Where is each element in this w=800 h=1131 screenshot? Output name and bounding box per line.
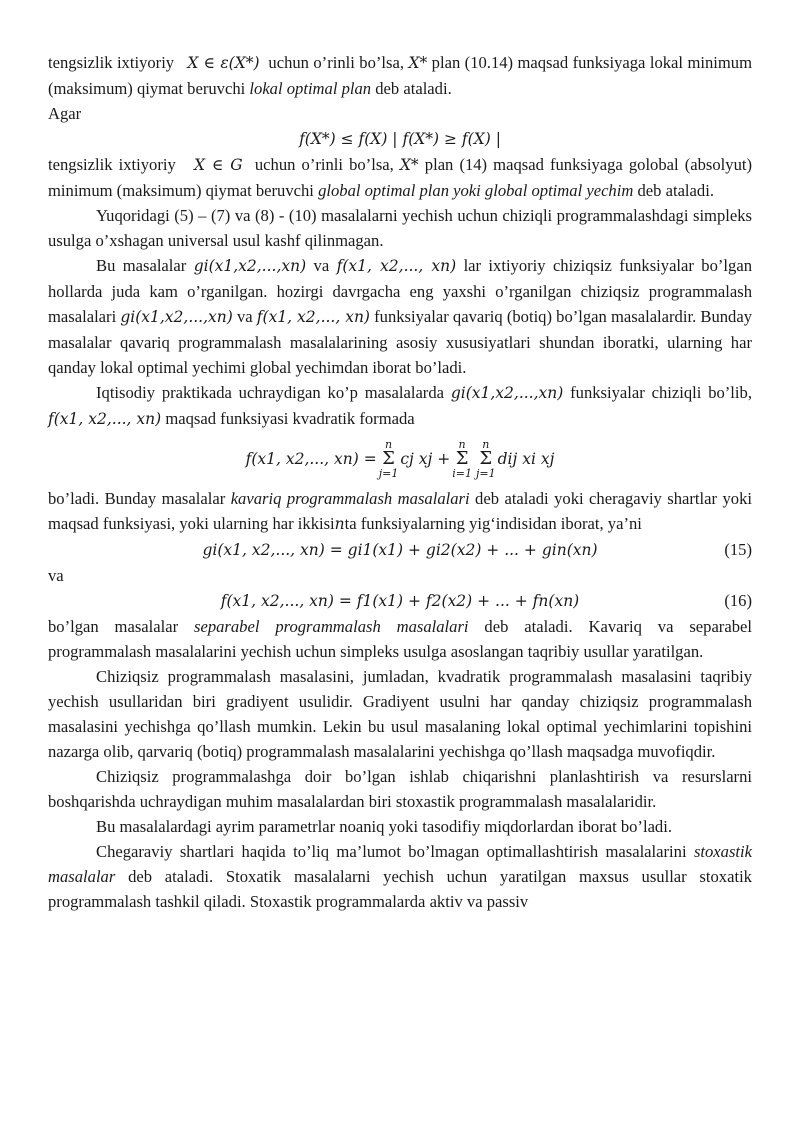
formula-15: gi(x1, x2,..., xn) = gi1(x1) + gi2(x2) + ... + gin(xn) (15) [48,537,752,563]
paragraph-global-optimal: tengsizlik ixtiyoriy X ∈ G uchun o’rinli bo’lsa, X* plan (14) maqsad funksiyaga golobal (absolyut) minimum (maksimum) qiymat beruvchi global optimal plan yoki global optimal yechim deb ataladi. [48,155,753,200]
math-g-function: gi(x1,x2,...,xn) [193,257,307,275]
math-f-function: f(x1, x2,..., xn) [256,308,370,326]
math-g-function: gi(x1,x2,...,xn) [450,384,564,402]
equation-number: (15) [724,540,752,559]
math-x-in-eps: X ∈ ε(X*) [187,54,260,72]
math-f-function: f(x1, x2,..., xn) [336,257,457,275]
formula-quadratic: f(x1, x2,..., xn) = n Σ j=1 cj xj + n Σ i=1 n Σ j=1 dij xi xj [245,438,555,480]
term-local-optimal-plan: lokal optimal plan [249,79,372,98]
math-g-function: gi(x1,x2,...,xn) [120,308,233,326]
sum-symbol: n Σ j=1 [475,438,496,480]
formula-16: f(x1, x2,..., xn) = f1(x1) + f2(x2) + ... + fn(xn) (16) [48,588,752,614]
paragraph-separable-intro: bo’ladi. Bunday masalalar kavariq programmalash masalalari deb ataladi yoki cheragaviy shartlar yoki maqsad funksiyasi, yoki ularning har ikkisinta funksiyalarning yig‘indisidan iborat, ya’ni [48,489,752,533]
term-separable-programming: separabel programmalash masalalari [194,617,469,636]
paragraph-separable: bo’lgan masalalar separabel programmalash masalalari deb ataladi. Kavariq va separabel programmalash masalalarini yechish uchun simpleks usulga asoslangan taqribiy usullar yaratilgan. [48,617,752,661]
formula-global-condition: f(X*) ≤ f(X) | f(X*) ≥ f(X) | [299,130,501,148]
document-page [48,50,752,914]
math-x-in-g: X ∈ G [194,156,243,174]
paragraph-convex-problems: Bu masalalar gi(x1,x2,...,xn) va f(x1, x2,..., xn) lar ixtiyoriy chiziqsiz funksiyalar bo’lgan hollarda juda kam o’rganilgan. hozirgi davrgacha eng yaxshi o’rganilgan chiziqsiz programmalash masalalari gi(x1,x2,...,xn) va f(x1, x2,..., xn) funksiyalar qavariq (botiq) bo’lgan masalalardir. Bunday masalalar qavariq programmalash masalalarining asosiy xususiyatlari shundan iboratki, ularning har qanday lokal optimal yechimi global yechimdan iborat bo’ladi. [48,256,752,377]
paragraph-parameters: Bu masalalardagi ayrim parametrlar noaniq yoki tasodifiy miqdorlardan iborat bo’ladi. [96,817,672,836]
equation-number: (16) [724,591,752,610]
paragraph-stochastic-intro: Chiziqsiz programmalashga doir bo’lgan ishlab chiqarishni planlashtirish va resurslarni boshqarishda uchraydigan muhim masalalardan biri stoxastik programmalash masalalaridir. [48,767,752,811]
math-x-star: X* [399,156,419,174]
agar-text: Agar [48,104,82,123]
sum-symbol: n Σ i=1 [452,438,472,480]
paragraph-local-optimal: tengsizlik ixtiyoriy X ∈ ε(X*) uchun o’rinli bo’lsa, X* plan (10.14) maqsad funksiyaga lokal minimum (maksimum) qiymat beruvchi lokal optimal plan deb ataladi. [48,53,752,98]
math-f-function: f(x1, x2,..., xn) [48,410,162,428]
paragraph-gradient: Chiziqsiz programmalash masalasini, jumladan, kvadratik programmalash masalasini taqribiy yechish usullaridan biri gradiyent usulidir. Gradiyent usulni har qanday chiziqsiz programmalash masalasini yechishga qo’llash mumkin. Lekin bu usul masalaning lokal optimal yechimlarini topishini nazarga olib, qarvariq (botiq) programmalash masalalarini yechishga qo’llash maqsadga muvofiqdir. [48,667,752,761]
sum-symbol: n Σ j=1 [378,438,399,480]
paragraph-stochastic: Chegaraviy shartlari haqida to’liq ma’lumot bo’lmagan optimallashtirish masalalarini stoxastik masalalar deb ataladi. Stoxatik masalalarni yechish uchun yaratilgan maxsus usullar stoxatik programmalash tashkil qiladi. Stoxastik programmalarda aktiv va passiv [48,842,753,911]
term-convex-programming: kavariq programmalash masalalari [230,489,470,508]
va-text: va [48,566,64,585]
math-x-star: X* [408,54,428,72]
paragraph-quadratic-form: Iqtisodiy praktikada uchraydigan ko’p masalalarda gi(x1,x2,...,xn) funksiyalar chiziqli bo’lib, f(x1, x2,..., xn) maqsad funksiyasi kvadratik formada [48,383,752,428]
term-stochastic-problems: stoxastik masalalar [48,842,753,886]
paragraph-no-universal-method: Yuqoridagi (5) – (7) va (8) - (10) masalalarni yechish uchun chiziqli programmalashdagi simpleks usulga o’xshagan universal usul kashf qilinmagan. [48,206,752,250]
term-global-optimal-plan: global optimal plan yoki global optimal yechim [318,181,634,200]
